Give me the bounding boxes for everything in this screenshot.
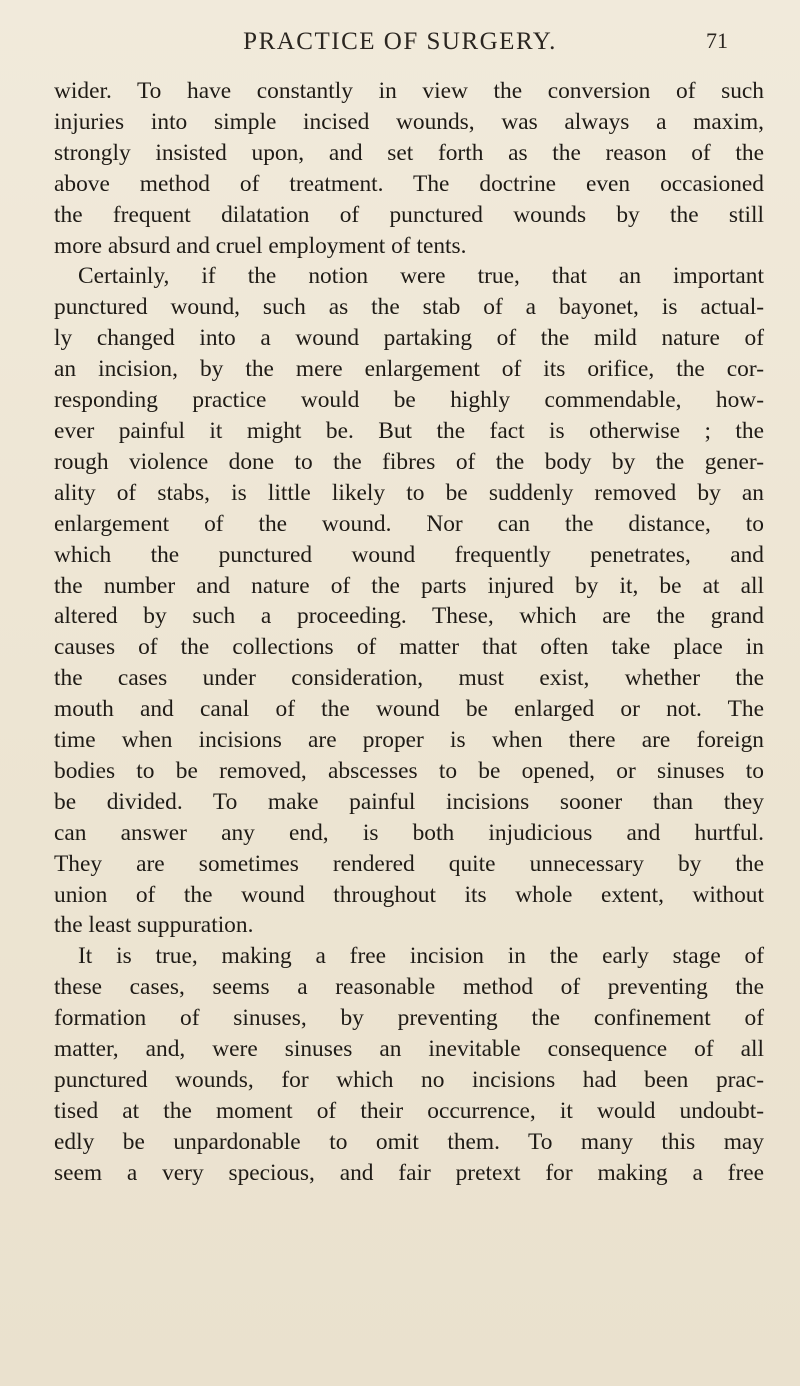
text-line: enlargement of the wound. Nor can the distance, to [54, 510, 764, 537]
text-line: matter, and, were sinuses an inevitable consequence of all [54, 1036, 764, 1063]
text-line: which the punctured wound frequently penetrates, and [54, 541, 764, 568]
text-line: Certainly, if the notion were true, that an important [78, 263, 764, 290]
text-line: time when incisions are proper is when there are foreign [54, 727, 764, 754]
text-line: punctured wounds, for which no incisions had been prac- [54, 1067, 764, 1093]
text-line: ly changed into a wound partaking of the mild nature of [54, 325, 764, 352]
page-header [0, 24, 800, 64]
text-line: strongly insisted upon, and set forth as the reason of the [54, 139, 764, 166]
text-line: mouth and canal of the wound be enlarged or not. The [54, 696, 764, 723]
text-line: formation of sinuses, by preventing the confinement of [54, 1005, 764, 1032]
text-line: It is true, making a free incision in the early stage of [78, 943, 764, 970]
text-line: ality of stabs, is little likely to be suddenly removed by an [54, 479, 764, 506]
text-line: the number and nature of the parts injured by it, be at all [54, 572, 764, 599]
text-line: these cases, seems a reasonable method of preventing the [54, 974, 764, 1001]
text-line: rough violence done to the fibres of the body by the gener- [54, 448, 764, 475]
text-line: responding practice would be highly commendable, how- [54, 387, 764, 414]
text-line: injuries into simple incised wounds, was always a maxim, [54, 108, 764, 135]
text-line: union of the wound throughout its whole extent, without [54, 881, 764, 908]
text-line: altered by such a proceeding. These, which are the grand [54, 603, 764, 630]
text-line: causes of the collections of matter that often take place in [54, 634, 764, 661]
text-line: tised at the moment of their occurrence, it would undoubt- [54, 1097, 764, 1124]
text-line: can answer any end, is both injudicious and hurtful. [54, 819, 764, 846]
text-line: They are sometimes rendered quite unnecessary by the [54, 850, 764, 877]
text-line: the cases under consideration, must exist, whether the [54, 665, 764, 692]
text-line: be divided. To make painful incisions sooner than they [54, 788, 764, 815]
text-line: above method of treatment. The doctrine even occasioned [54, 170, 764, 197]
text-line: more absurd and cruel employment of tents. [54, 232, 467, 259]
text-line: punctured wound, such as the stab of a bayonet, is actual- [54, 294, 764, 321]
text-line: edly be unpardonable to omit them. To many this may [54, 1128, 764, 1155]
text-line: wider. To have constantly in view the conversion of such [54, 78, 764, 104]
text-line: seem a very specious, and fair pretext for making a free [54, 1159, 764, 1186]
running-head: PRACTICE OF SURGERY. [243, 28, 557, 55]
text-line: an incision, by the mere enlargement of its orifice, the cor- [54, 356, 764, 383]
text-line: the frequent dilatation of punctured wounds by the still [54, 201, 764, 228]
text-line: ever painful it might be. But the fact is otherwise ; the [54, 417, 764, 444]
text-line: the least suppuration. [54, 912, 254, 939]
body-text [54, 76, 764, 1189]
page-number: 71 [706, 28, 728, 53]
text-line: bodies to be removed, abscesses to be opened, or sinuses to [54, 757, 764, 784]
